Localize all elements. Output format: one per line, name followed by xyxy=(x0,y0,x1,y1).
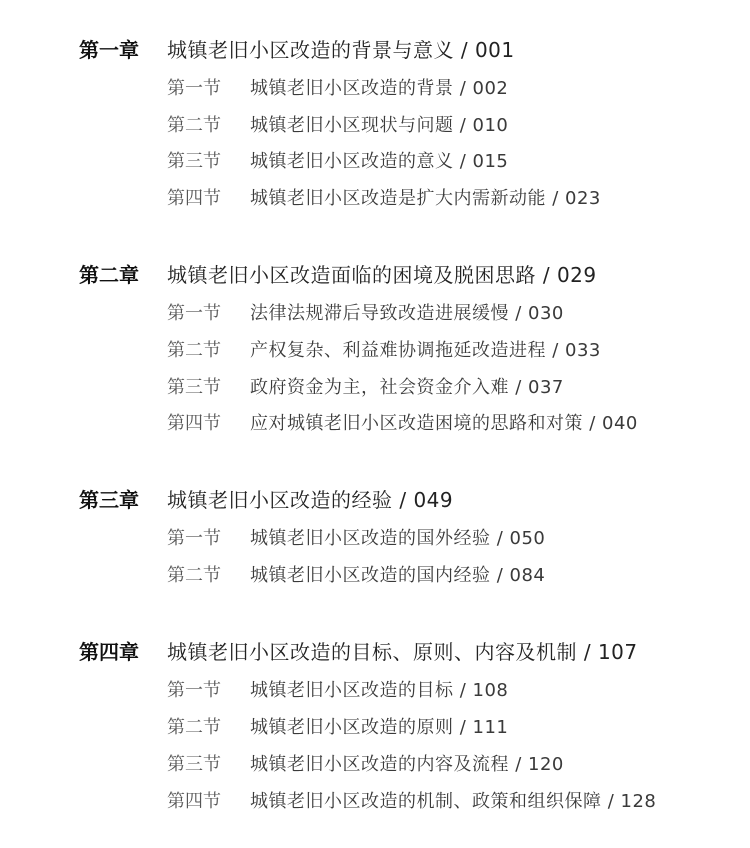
section-entry[interactable] xyxy=(167,148,508,176)
section-entry[interactable] xyxy=(167,374,564,402)
section-number: 第四节 xyxy=(167,791,221,812)
section-number: 第二节 xyxy=(167,340,221,361)
section-title: 政府资金为主，社会资金介入难 / 037 xyxy=(250,377,564,398)
section-entry[interactable] xyxy=(167,75,508,103)
section-title: 城镇老旧小区改造的意义 / 015 xyxy=(250,151,509,172)
chapter-number: 第二章 xyxy=(79,263,139,287)
chapter-number: 第三章 xyxy=(79,488,139,512)
section-title: 产权复杂、利益难协调拖延改造进程 / 033 xyxy=(250,340,601,361)
section-title: 应对城镇老旧小区改造困境的思路和对策 / 040 xyxy=(250,413,638,434)
section-entry[interactable] xyxy=(167,525,545,553)
section-number: 第一节 xyxy=(167,303,221,324)
section-entry[interactable] xyxy=(167,300,564,328)
section-number: 第三节 xyxy=(167,754,221,775)
section-entry[interactable] xyxy=(167,185,601,213)
section-number: 第二节 xyxy=(167,115,221,136)
chapter-heading[interactable] xyxy=(79,637,638,667)
chapter-heading[interactable] xyxy=(79,260,597,290)
section-number: 第四节 xyxy=(167,188,221,209)
section-number: 第四节 xyxy=(167,413,221,434)
section-number: 第一节 xyxy=(167,78,221,99)
section-title: 城镇老旧小区改造的国内经验 / 084 xyxy=(250,565,546,586)
section-entry[interactable] xyxy=(167,337,601,365)
section-number: 第三节 xyxy=(167,377,221,398)
section-title: 城镇老旧小区改造的背景 / 002 xyxy=(250,78,509,99)
section-number: 第二节 xyxy=(167,565,221,586)
section-number: 第二节 xyxy=(167,717,221,738)
section-entry[interactable] xyxy=(167,751,564,779)
section-entry[interactable] xyxy=(167,410,638,438)
section-title: 城镇老旧小区改造的内容及流程 / 120 xyxy=(250,754,564,775)
section-title: 城镇老旧小区改造的目标 / 108 xyxy=(250,680,509,701)
chapter-title: 城镇老旧小区改造的经验 / 049 xyxy=(167,488,454,512)
chapter-number: 第四章 xyxy=(79,640,139,664)
section-entry[interactable] xyxy=(167,677,508,705)
section-entry[interactable] xyxy=(167,788,656,816)
section-title: 城镇老旧小区改造的国外经验 / 050 xyxy=(250,528,546,549)
chapter-title: 城镇老旧小区改造的目标、原则、内容及机制 / 107 xyxy=(167,640,638,664)
section-number: 第一节 xyxy=(167,680,221,701)
section-entry[interactable] xyxy=(167,112,508,140)
section-number: 第一节 xyxy=(167,528,221,549)
section-entry[interactable] xyxy=(167,562,545,590)
section-title: 城镇老旧小区现状与问题 / 010 xyxy=(250,115,509,136)
chapter-title: 城镇老旧小区改造的背景与意义 / 001 xyxy=(167,38,515,62)
section-title: 法律法规滞后导致改造进展缓慢 / 030 xyxy=(250,303,564,324)
section-title: 城镇老旧小区改造是扩大内需新动能 / 023 xyxy=(250,188,601,209)
chapter-number: 第一章 xyxy=(79,38,139,62)
section-title: 城镇老旧小区改造的原则 / 111 xyxy=(250,717,509,738)
section-title: 城镇老旧小区改造的机制、政策和组织保障 / 128 xyxy=(250,791,657,812)
section-number: 第三节 xyxy=(167,151,221,172)
chapter-title: 城镇老旧小区改造面临的困境及脱困思路 / 029 xyxy=(167,263,597,287)
chapter-heading[interactable] xyxy=(79,485,453,515)
section-entry[interactable] xyxy=(167,714,508,742)
chapter-heading[interactable] xyxy=(79,35,515,65)
